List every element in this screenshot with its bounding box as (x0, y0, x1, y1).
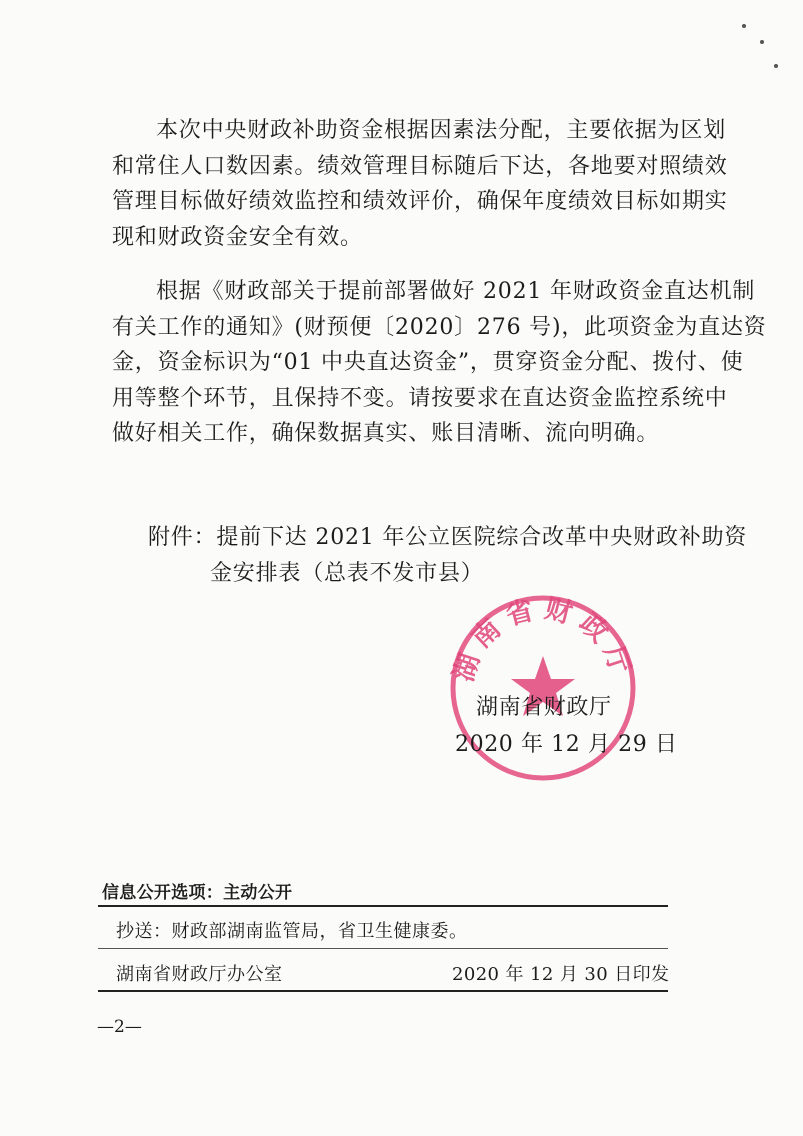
divider (98, 948, 668, 949)
divider (98, 905, 668, 907)
cc-line: 抄送：财政部湖南监管局，省卫生健康委。 (116, 921, 468, 942)
disclosure-option: 信息公开选项：主动公开 (102, 883, 293, 903)
paragraph-line: 本次中央财政补助资金根据因素法分配，主要依据为区划 (156, 118, 727, 143)
scan-speck (742, 24, 746, 28)
issuing-office: 湖南省财政厅办公室 (116, 964, 283, 985)
paragraph-line: 和常住人口数因素。绩效管理目标随后下达，各地要对照绩效 (112, 153, 728, 179)
paragraph-line: 用等整个环节，且保持不变。请按要求在直达资金监控系统中 (112, 385, 728, 411)
paragraph-line: 管理目标做好绩效监控和绩效评价，确保年度绩效目标如期实 (112, 189, 728, 214)
signature-date: 2020 年 12 月 29 日 (455, 732, 678, 757)
signature-org: 湖南省财政厅 (476, 695, 612, 720)
scan-speck (774, 64, 778, 68)
attachment-line-1: 附件：提前下达 2021 年公立医院综合改革中央财政补助资 (148, 525, 748, 550)
body-paragraph-2 (112, 274, 767, 452)
paragraph-line: 有关工作的通知》(财预便〔2020〕276 号)，此项资金为直达资 (112, 314, 767, 340)
divider (98, 990, 668, 992)
seal-text: 湖南省财政厅 (448, 593, 638, 686)
paragraph-line: 根据《财政部关于提前部署做好 2021 年财政资金直达机制 (156, 279, 756, 304)
scan-speck (760, 40, 764, 44)
paragraph-line: 现和财政资金安全有效。 (112, 224, 363, 250)
body-paragraph-1 (112, 113, 728, 255)
page-number: —2— (97, 1017, 142, 1037)
print-date: 2020 年 12 月 30 日印发 (452, 964, 670, 985)
paragraph-line: 金，资金标识为“01 中央直达资金”，贯穿资金分配、拨付、使 (112, 350, 744, 375)
paragraph-line: 做好相关工作，确保数据真实、账目清晰、流向明确。 (112, 421, 660, 446)
attachment-line-2: 金安排表（总表不发市县） (210, 561, 484, 586)
attachment-note (148, 520, 747, 592)
